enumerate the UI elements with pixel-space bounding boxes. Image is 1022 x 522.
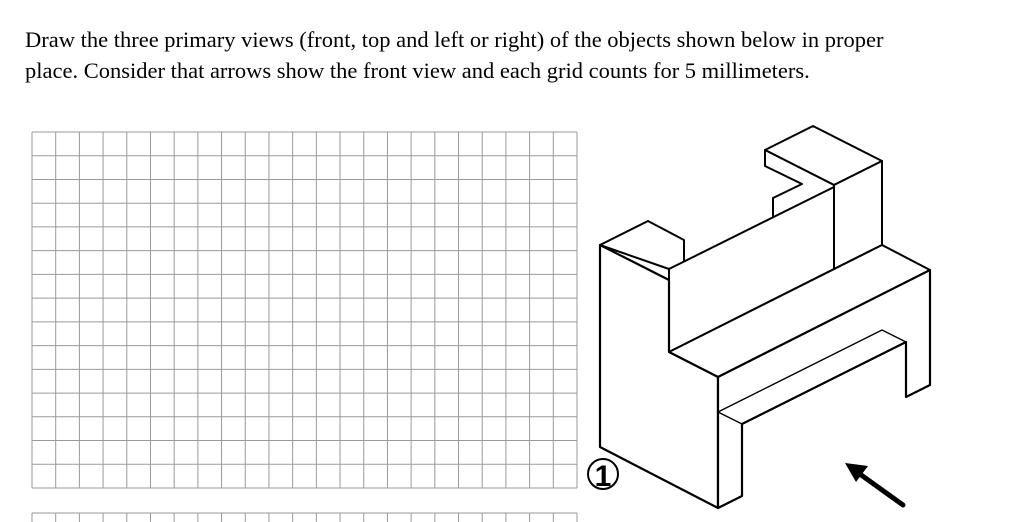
object-number-badge (588, 459, 618, 493)
instructions-line-2: place. Consider that arrows show the front view and each grid counts for 5 millimeters. (25, 58, 810, 83)
grid-paper[interactable] (32, 132, 577, 488)
grid-paper-second (32, 513, 577, 522)
object-number-label: 1 (594, 460, 612, 493)
isometric-object (560, 0, 960, 522)
front-view-arrow-icon (845, 463, 903, 505)
instructions-line-1: Draw the three primary views (front, top and left or right) of the objects shown below in proper (25, 27, 884, 52)
